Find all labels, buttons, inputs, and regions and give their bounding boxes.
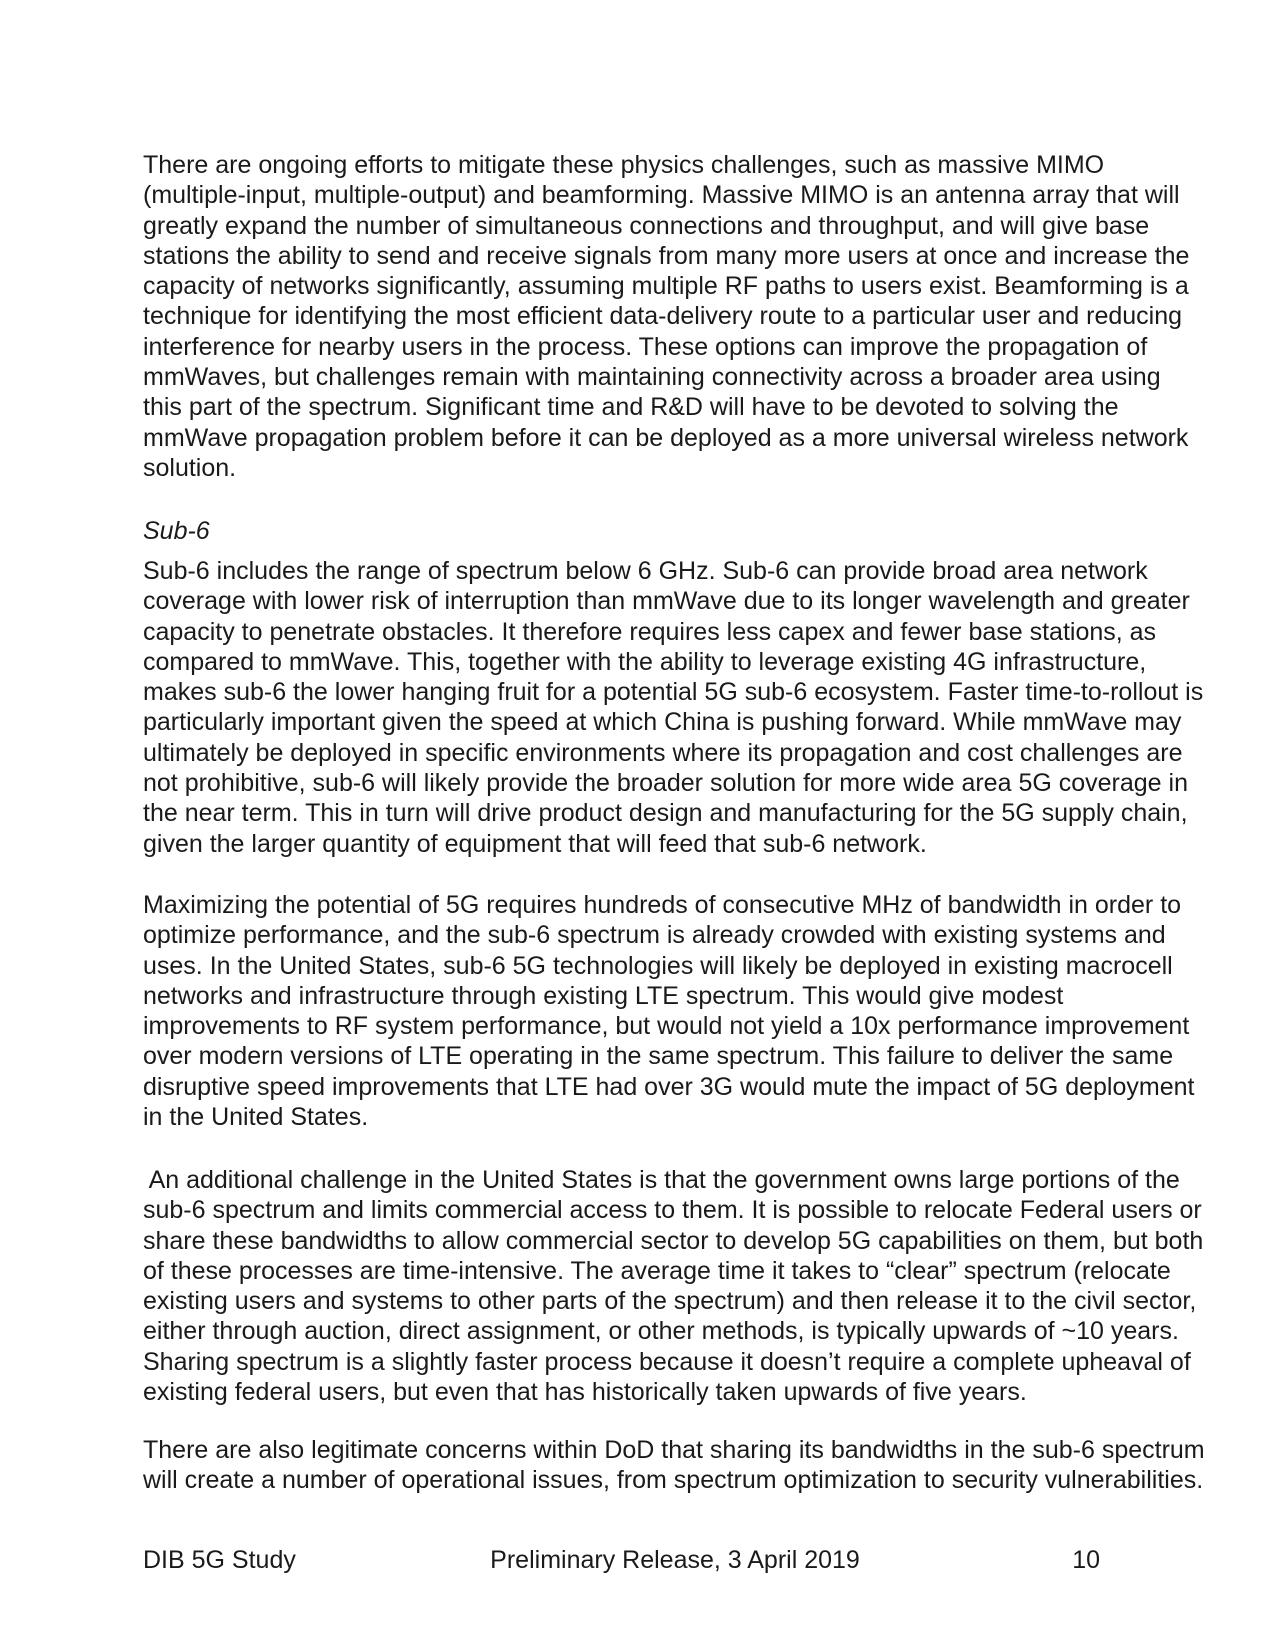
text-line: not prohibitive, sub-6 will likely provide the broader solution for more wide area 5G coverage in: [143, 769, 1188, 798]
text-line: capacity to penetrate obstacles. It therefore requires less capex and fewer base stations, as: [143, 617, 1157, 646]
text-line: sub-6 spectrum and limits commercial access to them. It is possible to relocate Federal users or: [143, 1196, 1202, 1225]
text-line: solution.: [143, 453, 237, 482]
text-line: An additional challenge in the United States is that the government owns large portions of the: [143, 1166, 1180, 1194]
section-heading-sub6: Sub-6: [143, 517, 210, 545]
text-line: There are also legitimate concerns within DoD that sharing its bandwidths in the sub-6 spectrum: [143, 1436, 1205, 1464]
text-line: There are ongoing efforts to mitigate these physics challenges, such as massive MIMO: [143, 151, 1105, 179]
text-line: Sharing spectrum is a slightly faster process because it doesn’t require a complete upheaval of: [143, 1347, 1191, 1376]
text-line: disruptive speed improvements that LTE had over 3G would mute the impact of 5G deployment: [143, 1072, 1195, 1101]
text-line: in the United States.: [143, 1103, 369, 1132]
paragraph-sub6-overview: [143, 556, 1204, 859]
text-line: over modern versions of LTE operating in the same spectrum. This failure to deliver the same: [143, 1042, 1174, 1071]
footer-release-info: Preliminary Release, 3 April 2019: [490, 1546, 860, 1574]
text-line: mmWave propagation problem before it can be deployed as a more universal wireless network: [143, 423, 1189, 452]
text-line: greatly expand the number of simultaneous connections and throughput, and will give base: [143, 211, 1150, 240]
text-line: stations the ability to send and receive signals from many more users at once and increase the: [143, 241, 1190, 270]
footer-document-title: DIB 5G Study: [143, 1546, 296, 1574]
paragraph-dod-concerns: [143, 1435, 1205, 1496]
text-line: technique for identifying the most efficient data-delivery route to a particular user and reducing: [143, 302, 1183, 331]
text-line: mmWaves, but challenges remain with maintaining connectivity across a broader area using: [143, 363, 1161, 392]
text-line: coverage with lower risk of interruption than mmWave due to its longer wavelength and greater: [143, 587, 1190, 616]
text-line: particularly important given the speed at which China is pushing forward. While mmWave may: [143, 708, 1182, 737]
paragraph-bandwidth-crowding: [143, 890, 1195, 1132]
text-line: ultimately be deployed in specific environments where its propagation and cost challenges are: [143, 738, 1183, 767]
text-line: capacity of networks significantly, assuming multiple RF paths to users exist. Beamforming is a: [143, 272, 1189, 301]
text-line: interference for nearby users in the process. These options can improve the propagation of: [143, 332, 1148, 361]
text-line: given the larger quantity of equipment that will feed that sub-6 network.: [143, 829, 927, 858]
text-line: (multiple-input, multiple-output) and beamforming. Massive MIMO is an antenna array that will: [143, 181, 1180, 210]
text-line: existing users and systems to other parts of the spectrum) and then release it to the civil sector,: [143, 1287, 1197, 1316]
text-line: existing federal users, but even that has historically taken upwards of five years.: [143, 1378, 1027, 1407]
text-line: networks and infrastructure through existing LTE spectrum. This would give modest: [143, 981, 1064, 1010]
text-line: will create a number of operational issues, from spectrum optimization to security vulnerabilities.: [143, 1466, 1204, 1495]
text-line: this part of the spectrum. Significant time and R&D will have to be devoted to solving the: [143, 393, 1119, 422]
paragraph-spectrum-access: [143, 1165, 1204, 1407]
page-footer: [0, 1545, 1275, 1577]
text-line: Maximizing the potential of 5G requires hundreds of consecutive MHz of bandwidth in order to: [143, 891, 1182, 919]
text-line: Sub-6 includes the range of spectrum below 6 GHz. Sub-6 can provide broad area network: [143, 557, 1148, 585]
text-line: makes sub-6 the lower hanging fruit for a potential 5G sub-6 ecosystem. Faster time-to-rollout is: [143, 678, 1204, 707]
text-line: uses. In the United States, sub-6 5G technologies will likely be deployed in existing macrocell: [143, 951, 1173, 980]
paragraph-mimo-beamforming: [143, 150, 1190, 483]
text-line: improvements to RF system performance, but would not yield a 10x performance improvement: [143, 1012, 1190, 1041]
text-line: compared to mmWave. This, together with the ability to leverage existing 4G infrastructure,: [143, 647, 1147, 676]
text-line: either through auction, direct assignment, or other methods, is typically upwards of ~10 years.: [143, 1317, 1179, 1346]
footer-page-number: 10: [1072, 1546, 1100, 1574]
text-line: optimize performance, and the sub-6 spectrum is already crowded with existing systems and: [143, 921, 1166, 950]
text-line: share these bandwidths to allow commercial sector to develop 5G capabilities on them, but both: [143, 1226, 1204, 1255]
text-line: of these processes are time-intensive. The average time it takes to “clear” spectrum (relocate: [143, 1256, 1171, 1285]
text-line: the near term. This in turn will drive product design and manufacturing for the 5G supply chain,: [143, 799, 1188, 828]
